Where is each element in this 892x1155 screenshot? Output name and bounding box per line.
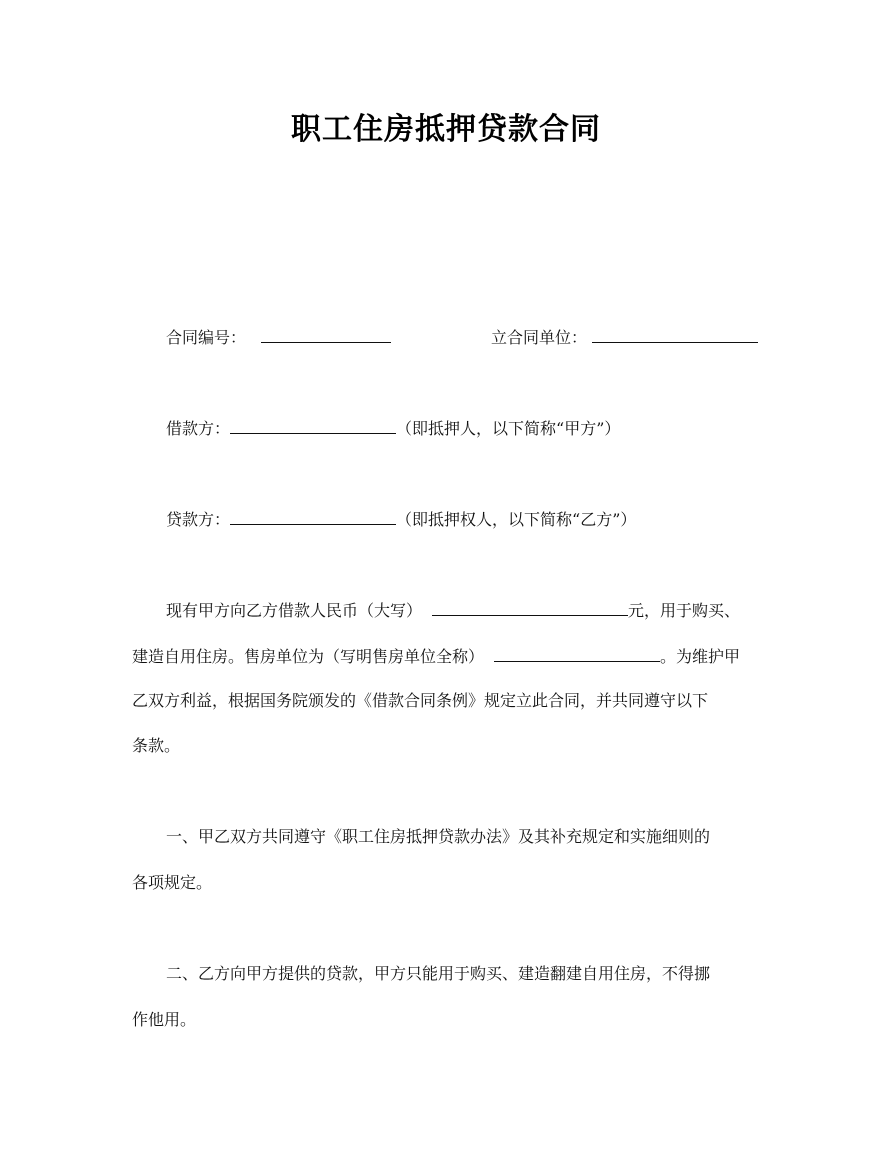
lender-note: （即抵押权人，以下简称“乙方”） [396,510,637,529]
intro-text-1b: 元，用于购买、 [628,601,741,620]
intro-line-4: 条款。 [132,736,181,755]
borrower-label: 借款方： [166,419,231,438]
borrower-blank [230,417,396,434]
borrower-note: （即抵押人，以下简称“甲方”） [396,419,621,438]
intro-text-1a: 现有甲方向乙方借款人民币（大写） [166,601,423,620]
clause-2-line-2: 作他用。 [132,1010,197,1029]
clause-2-line-1: 二、乙方向甲方提供的贷款，甲方只能用于购买、建造翻建自用住房，不得挪 [166,964,711,983]
lender-blank [230,508,396,525]
amount-blank [432,599,628,616]
intro-line-1 [166,599,740,622]
unit-row [491,326,758,349]
contract-no-label: 合同编号： [166,328,247,347]
intro-line-2 [132,645,740,668]
unit-label: 立合同单位： [491,328,588,347]
unit-blank [592,326,758,343]
intro-text-2a: 建造自用住房。售房单位为（写明售房单位全称） [132,647,485,666]
clause-1-line-2: 各项规定。 [132,873,213,892]
clause-1-line-1: 一、甲乙双方共同遵守《职工住房抵押贷款办法》及其补充规定和实施细则的 [166,827,711,846]
lender-label: 贷款方： [166,510,231,529]
document-title: 职工住房抵押贷款合同 [291,112,601,147]
lender-row [166,508,636,531]
intro-text-2b: 。为维护甲 [660,647,741,666]
intro-line-3: 乙双方利益，根据国务院颁发的《借款合同条例》规定立此合同，并共同遵守以下 [132,691,709,710]
borrower-row [166,417,620,440]
seller-blank [494,645,660,662]
contract-no-blank [261,326,391,343]
contract-no-row [166,326,391,349]
